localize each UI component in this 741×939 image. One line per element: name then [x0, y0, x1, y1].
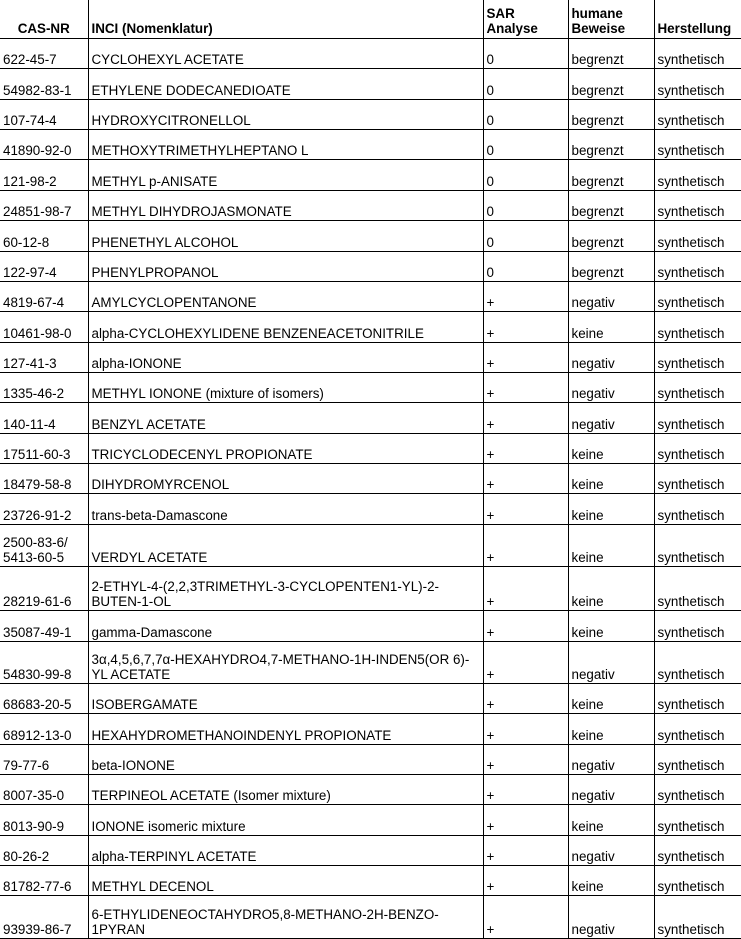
- human-evidence-cell: keine: [568, 683, 654, 713]
- cas-number-cell: 127-41-3: [0, 342, 88, 372]
- table-row: [0, 566, 741, 610]
- table-row: [0, 713, 741, 744]
- table-row: [0, 402, 741, 433]
- table-row: [0, 493, 741, 524]
- cas-number-cell: 2500-83-6/ 5413-60-5: [0, 524, 88, 566]
- table-row: [0, 835, 741, 865]
- inci-name-cell: PHENYLPROPANOL: [88, 251, 483, 281]
- table-row: [0, 524, 741, 566]
- production-cell: synthetisch: [654, 865, 741, 895]
- sar-analysis-cell: +: [483, 610, 568, 641]
- production-cell: synthetisch: [654, 159, 741, 190]
- production-cell: synthetisch: [654, 190, 741, 220]
- cas-number-cell: 68683-20-5: [0, 683, 88, 713]
- cas-number-cell: 24851-98-7: [0, 190, 88, 220]
- sar-analysis-cell: +: [483, 524, 568, 566]
- sar-analysis-cell: +: [483, 372, 568, 402]
- sar-analysis-cell: +: [483, 566, 568, 610]
- human-evidence-cell: keine: [568, 865, 654, 895]
- table-row: [0, 895, 741, 938]
- cas-number-cell: 23726-91-2: [0, 493, 88, 524]
- table-row: [0, 311, 741, 342]
- human-evidence-cell: negativ: [568, 342, 654, 372]
- cas-number-cell: 8007-35-0: [0, 774, 88, 804]
- inci-name-cell: beta-IONONE: [88, 744, 483, 774]
- human-evidence-cell: negativ: [568, 744, 654, 774]
- production-cell: synthetisch: [654, 342, 741, 372]
- table-row: [0, 463, 741, 493]
- sar-analysis-cell: +: [483, 433, 568, 463]
- table-row: [0, 251, 741, 281]
- production-cell: synthetisch: [654, 38, 741, 68]
- cas-number-cell: 18479-58-8: [0, 463, 88, 493]
- human-evidence-cell: keine: [568, 493, 654, 524]
- table-row: [0, 129, 741, 159]
- inci-name-cell: TERPINEOL ACETATE (Isomer mixture): [88, 774, 483, 804]
- production-cell: synthetisch: [654, 566, 741, 610]
- table-row: [0, 159, 741, 190]
- cas-number-cell: 107-74-4: [0, 99, 88, 129]
- header-human-evidence: humane Beweise: [568, 0, 654, 38]
- cas-number-cell: 81782-77-6: [0, 865, 88, 895]
- sar-analysis-cell: +: [483, 744, 568, 774]
- table-row: [0, 38, 741, 68]
- table-header-row: [0, 0, 741, 38]
- production-cell: synthetisch: [654, 524, 741, 566]
- sar-analysis-cell: +: [483, 493, 568, 524]
- human-evidence-cell: begrenzt: [568, 99, 654, 129]
- cas-number-cell: 1335-46-2: [0, 372, 88, 402]
- cas-number-cell: 35087-49-1: [0, 610, 88, 641]
- sar-analysis-cell: 0: [483, 251, 568, 281]
- sar-analysis-cell: +: [483, 281, 568, 311]
- sar-analysis-cell: +: [483, 402, 568, 433]
- human-evidence-cell: keine: [568, 463, 654, 493]
- cas-number-cell: 79-77-6: [0, 744, 88, 774]
- production-cell: synthetisch: [654, 402, 741, 433]
- inci-name-cell: CYCLOHEXYL ACETATE: [88, 38, 483, 68]
- production-cell: synthetisch: [654, 433, 741, 463]
- table-row: [0, 342, 741, 372]
- production-cell: synthetisch: [654, 895, 741, 938]
- table-row: [0, 774, 741, 804]
- cas-number-cell: 93939-86-7: [0, 895, 88, 938]
- sar-analysis-cell: 0: [483, 99, 568, 129]
- inci-name-cell: 3α,4,5,6,7,7α-HEXAHYDRO4,7-METHANO-1H-INDEN5(OR 6)-YL ACETATE: [88, 641, 483, 683]
- human-evidence-cell: negativ: [568, 774, 654, 804]
- table-row: [0, 744, 741, 774]
- production-cell: synthetisch: [654, 220, 741, 251]
- sar-analysis-cell: +: [483, 641, 568, 683]
- cas-number-cell: 4819-67-4: [0, 281, 88, 311]
- header-sar: SAR Analyse: [483, 0, 568, 38]
- human-evidence-cell: begrenzt: [568, 68, 654, 99]
- sar-analysis-cell: +: [483, 774, 568, 804]
- sar-analysis-cell: +: [483, 342, 568, 372]
- inci-name-cell: 6-ETHYLIDENEOCTAHYDRO5,8-METHANO-2H-BENZO-1PYRAN: [88, 895, 483, 938]
- table-row: [0, 372, 741, 402]
- inci-name-cell: PHENETHYL ALCOHOL: [88, 220, 483, 251]
- inci-name-cell: DIHYDROMYRCENOL: [88, 463, 483, 493]
- inci-name-cell: ISOBERGAMATE: [88, 683, 483, 713]
- inci-name-cell: alpha-CYCLOHEXYLIDENE BENZENEACETONITRILE: [88, 311, 483, 342]
- human-evidence-cell: keine: [568, 524, 654, 566]
- human-evidence-cell: negativ: [568, 281, 654, 311]
- sar-analysis-cell: +: [483, 683, 568, 713]
- human-evidence-cell: negativ: [568, 372, 654, 402]
- table-row: [0, 190, 741, 220]
- production-cell: synthetisch: [654, 683, 741, 713]
- production-cell: synthetisch: [654, 774, 741, 804]
- production-cell: synthetisch: [654, 281, 741, 311]
- sar-analysis-cell: +: [483, 463, 568, 493]
- table-row: [0, 220, 741, 251]
- table-row: [0, 865, 741, 895]
- inci-name-cell: trans-beta-Damascone: [88, 493, 483, 524]
- production-cell: synthetisch: [654, 68, 741, 99]
- inci-name-cell: 2-ETHYL-4-(2,2,3TRIMETHYL-3-CYCLOPENTEN1-YL)-2-BUTEN-1-OL: [88, 566, 483, 610]
- inci-name-cell: AMYLCYCLOPENTANONE: [88, 281, 483, 311]
- production-cell: synthetisch: [654, 610, 741, 641]
- human-evidence-cell: negativ: [568, 835, 654, 865]
- sar-analysis-cell: 0: [483, 190, 568, 220]
- inci-name-cell: TRICYCLODECENYL PROPIONATE: [88, 433, 483, 463]
- cas-number-cell: 41890-92-0: [0, 129, 88, 159]
- human-evidence-cell: keine: [568, 566, 654, 610]
- production-cell: synthetisch: [654, 641, 741, 683]
- cas-number-cell: 54830-99-8: [0, 641, 88, 683]
- sar-analysis-cell: +: [483, 311, 568, 342]
- inci-name-cell: METHYL DIHYDROJASMONATE: [88, 190, 483, 220]
- sar-analysis-cell: +: [483, 713, 568, 744]
- human-evidence-cell: begrenzt: [568, 38, 654, 68]
- header-production: Herstellung: [654, 0, 741, 38]
- sar-analysis-cell: 0: [483, 129, 568, 159]
- cas-number-cell: 622-45-7: [0, 38, 88, 68]
- production-cell: synthetisch: [654, 463, 741, 493]
- cas-number-cell: 10461-98-0: [0, 311, 88, 342]
- inci-name-cell: alpha-TERPINYL ACETATE: [88, 835, 483, 865]
- cas-number-cell: 80-26-2: [0, 835, 88, 865]
- sar-analysis-cell: 0: [483, 38, 568, 68]
- cas-number-cell: 8013-90-9: [0, 804, 88, 835]
- human-evidence-cell: keine: [568, 433, 654, 463]
- table-row: [0, 433, 741, 463]
- cas-number-cell: 140-11-4: [0, 402, 88, 433]
- inci-name-cell: ETHYLENE DODECANEDIOATE: [88, 68, 483, 99]
- inci-name-cell: HEXAHYDROMETHANOINDENYL PROPIONATE: [88, 713, 483, 744]
- production-cell: synthetisch: [654, 251, 741, 281]
- inci-name-cell: METHYL IONONE (mixture of isomers): [88, 372, 483, 402]
- human-evidence-cell: negativ: [568, 895, 654, 938]
- production-cell: synthetisch: [654, 129, 741, 159]
- table-row: [0, 610, 741, 641]
- production-cell: synthetisch: [654, 713, 741, 744]
- human-evidence-cell: begrenzt: [568, 159, 654, 190]
- production-cell: synthetisch: [654, 744, 741, 774]
- human-evidence-cell: begrenzt: [568, 190, 654, 220]
- inci-name-cell: gamma-Damascone: [88, 610, 483, 641]
- inci-name-cell: VERDYL ACETATE: [88, 524, 483, 566]
- table-row: [0, 683, 741, 713]
- inci-name-cell: METHYL p-ANISATE: [88, 159, 483, 190]
- production-cell: synthetisch: [654, 311, 741, 342]
- cas-number-cell: 17511-60-3: [0, 433, 88, 463]
- table-row: [0, 68, 741, 99]
- human-evidence-cell: keine: [568, 610, 654, 641]
- human-evidence-cell: keine: [568, 804, 654, 835]
- header-inci: INCI (Nomenklatur): [88, 0, 483, 38]
- sar-analysis-cell: +: [483, 804, 568, 835]
- sar-analysis-cell: 0: [483, 159, 568, 190]
- production-cell: synthetisch: [654, 835, 741, 865]
- inci-name-cell: METHOXYTRIMETHYLHEPTANO L: [88, 129, 483, 159]
- sar-analysis-cell: +: [483, 835, 568, 865]
- cas-number-cell: 122-97-4: [0, 251, 88, 281]
- cas-number-cell: 28219-61-6: [0, 566, 88, 610]
- human-evidence-cell: negativ: [568, 402, 654, 433]
- human-evidence-cell: begrenzt: [568, 251, 654, 281]
- cas-number-cell: 60-12-8: [0, 220, 88, 251]
- inci-name-cell: HYDROXYCITRONELLOL: [88, 99, 483, 129]
- cas-number-cell: 121-98-2: [0, 159, 88, 190]
- human-evidence-cell: negativ: [568, 641, 654, 683]
- inci-name-cell: METHYL DECENOL: [88, 865, 483, 895]
- sar-analysis-cell: 0: [483, 220, 568, 251]
- human-evidence-cell: begrenzt: [568, 220, 654, 251]
- production-cell: synthetisch: [654, 372, 741, 402]
- cas-number-cell: 68912-13-0: [0, 713, 88, 744]
- table-row: [0, 281, 741, 311]
- inci-name-cell: BENZYL ACETATE: [88, 402, 483, 433]
- sar-analysis-cell: 0: [483, 68, 568, 99]
- table-row: [0, 99, 741, 129]
- production-cell: synthetisch: [654, 493, 741, 524]
- sar-analysis-cell: +: [483, 895, 568, 938]
- header-cas-nr: CAS-NR: [0, 0, 88, 38]
- human-evidence-cell: keine: [568, 713, 654, 744]
- table-row: [0, 804, 741, 835]
- inci-name-cell: IONONE isomeric mixture: [88, 804, 483, 835]
- sar-analysis-cell: +: [483, 865, 568, 895]
- production-cell: synthetisch: [654, 804, 741, 835]
- human-evidence-cell: keine: [568, 311, 654, 342]
- cas-number-cell: 54982-83-1: [0, 68, 88, 99]
- production-cell: synthetisch: [654, 99, 741, 129]
- table-row: [0, 641, 741, 683]
- inci-name-cell: alpha-IONONE: [88, 342, 483, 372]
- human-evidence-cell: begrenzt: [568, 129, 654, 159]
